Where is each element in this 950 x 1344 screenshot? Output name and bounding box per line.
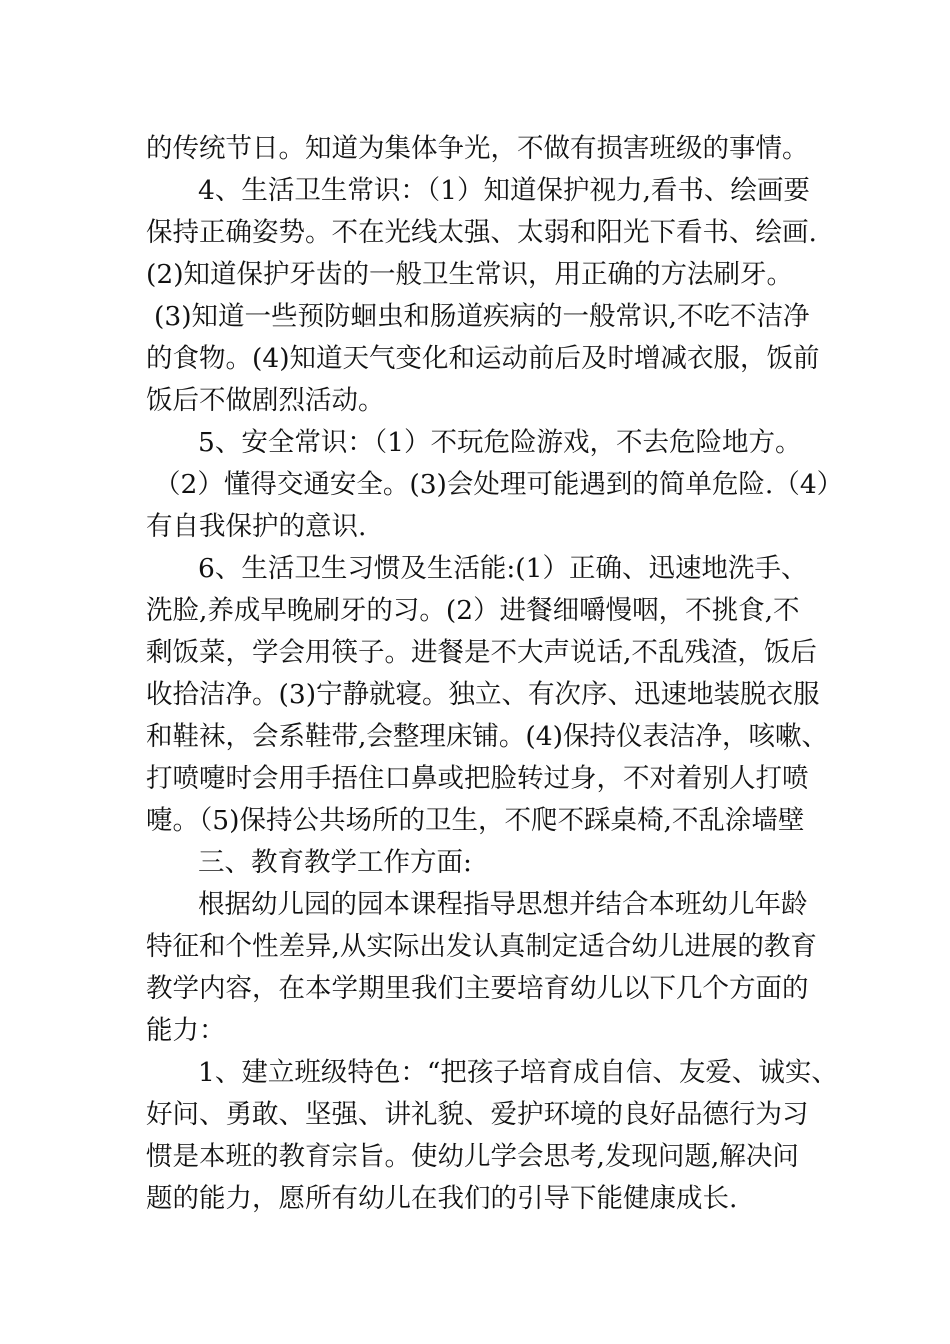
text-line: 饭后不做剧烈活动。 [146,385,385,416]
text-line: 好问、勇敢、坚强、讲礼貌、爱护环境的良好品德行为习 [146,1099,809,1130]
text-line: 洗脸,养成早晚刷牙的习。(2）进餐细嚼慢咽，不挑食,不 [146,595,800,626]
text-line: 教学内容，在本学期里我们主要培育幼儿以下几个方面的 [146,973,809,1004]
text-line: 剩饭菜，学会用筷子。进餐是不大声说话,不乱残渣，饭后 [146,637,817,668]
text-line: 惯是本班的教育宗旨。使幼儿学会思考,发现问题,解决问 [146,1141,799,1172]
text-line: 打喷嚏时会用手捂住口鼻或把脸转过身，不对着别人打喷 [146,763,809,794]
text-line: 和鞋袜，会系鞋带,会整理床铺。(4)保持仪表洁净，咳嗽、 [146,721,828,752]
text-line: 4、生活卫生常识：（1）知道保护视力,看书、绘画要 [198,175,810,206]
body-text [146,128,844,1220]
section-heading: 三、教育教学工作方面: [198,847,472,878]
text-line: 根据幼儿园的园本课程指导思想并结合本班幼儿年龄 [198,889,808,920]
text-line: 能力： [146,1015,226,1046]
text-line: 1、建立班级特色：“把孩子培育成自信、友爱、诚实、 [198,1057,838,1088]
text-line: 题的能力，愿所有幼儿在我们的引导下能健康成长. [146,1183,738,1214]
text-line: 5、安全常识：（1）不玩危险游戏，不去危险地方。 [198,427,802,458]
text-line: 有自我保护的意识. [146,511,367,542]
text-line: (2)知道保护牙齿的一般卫生常识，用正确的方法刷牙。 [146,259,794,290]
text-line: 收拾洁净。(3)宁静就寝。独立、有次序、迅速地装脱衣服 [146,679,820,710]
text-line: (3)知道一些预防蛔虫和肠道疾病的一般常识,不吃不洁净 [154,301,810,332]
text-line: 的食物。(4)知道天气变化和运动前后及时增减衣服，饭前 [146,343,820,374]
text-line: （2）懂得交通安全。(3)会处理可能遇到的简单危险.（4） [154,469,844,500]
text-line: 保持正确姿势。不在光线太强、太弱和阳光下看书、绘画. [146,217,817,248]
text-line: 的传统节日。知道为集体争光，不做有损害班级的事情。 [146,133,809,164]
text-line: 嚏。（5)保持公共场所的卫生，不爬不踩桌椅,不乱涂墙壁 [146,805,805,836]
text-line: 6、生活卫生习惯及生活能:(1）正确、迅速地洗手、 [198,553,808,584]
text-line: 特征和个性差异,从实际出发认真制定适合幼儿进展的教育 [146,931,817,962]
